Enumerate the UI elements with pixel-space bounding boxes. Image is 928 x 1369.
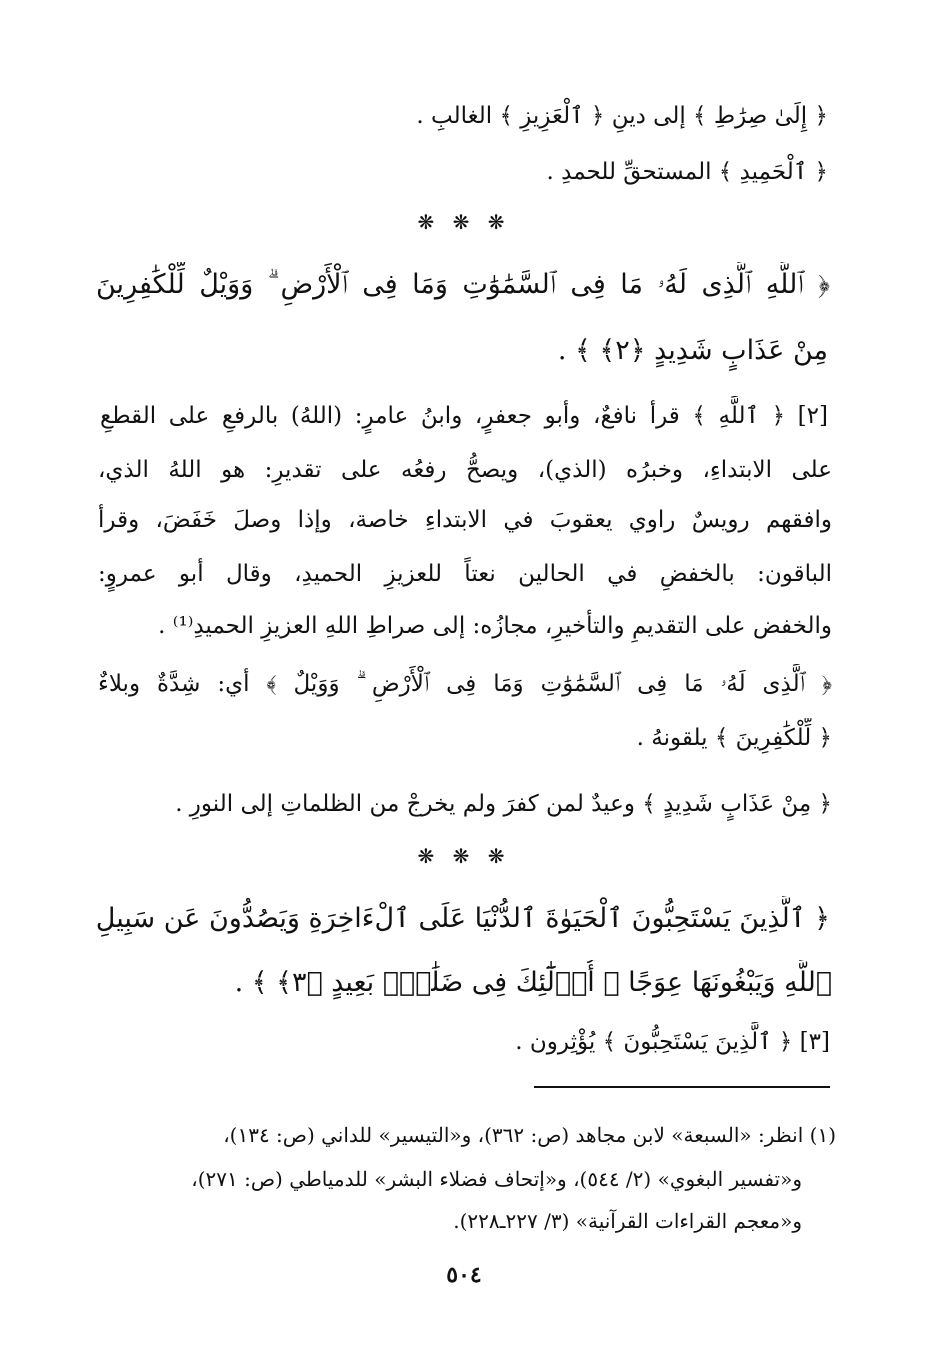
commentary-line: والخفض على التقديمِ والتأخيرِ، مجازُه: إلى صراطِ اللهِ العزيزِ الحميدِ⁽¹⁾ . bbox=[158, 613, 832, 639]
text-line: ﴿ إِلَىٰ صِرَٰطِ ﴾ إلى دينِ ﴿ ٱلْعَزِيزِ ﴾ الغالبِ . bbox=[416, 103, 828, 129]
commentary-line: ﴿ لِّلْكَٰفِرِينَ ﴾ يلقونهُ . bbox=[636, 725, 832, 751]
commentary-line: ﴿ ٱلَّذِى لَهُۥ مَا فِى ٱلسَّمَٰوَٰتِ وَمَا فِى ٱلْأَرْضِ ۗ وَوَيْلٌ ﴾ أي: شِدَّةٌ وبلاءٌ bbox=[98, 671, 832, 697]
footnote-line: (١) انظر: «السبعة» لابن مجاهد (ص: ٣٦٢)، و«التيسير» للداني (ص: ١٣٤)، bbox=[223, 1123, 836, 1147]
footnote-line: و«تفسير البغوي» (٢/ ٥٤٤)، و«إتحاف فضلاء البشر» للدمياطي (ص: ٢٧١)، bbox=[191, 1167, 802, 1191]
commentary-line: الباقون: بالخفضِ في الحالين نعتاً للعزيزِ الحميدِ، وقال أبو عمروٍ: bbox=[98, 561, 832, 587]
section-separator: ❋ ❋ ❋ bbox=[417, 210, 511, 234]
commentary-line: على الابتداءِ، وخبرُه (الذي)، ويصحُّ رفعُه على تقديرِ: هو اللهُ الذي، bbox=[98, 457, 832, 483]
footnote-divider bbox=[534, 1086, 830, 1088]
verse-line: ٱللَّهِ وَيَبْغُونَهَا عِوَجًا ۚ أُو۟لَٰٓئِكَ فِى ضَلَٰلٍۭ بَعِيدٍ ﴿٣﴾ ﴾ . bbox=[234, 967, 832, 998]
commentary-line: ﴿ مِنْ عَذَابٍ شَدِيدٍ ﴾ وعيدٌ لمن كفرَ ولم يخرجْ من الظلماتِ إلى النورِ . bbox=[175, 791, 832, 817]
verse-line: ﴿ ٱللَّهِ ٱلَّذِى لَهُۥ مَا فِى ٱلسَّمَٰوَٰتِ وَمَا فِى ٱلْأَرْضِ ۗ وَوَيْلٌ لِّلْكَٰفِرِينَ bbox=[96, 269, 830, 300]
commentary-line: [٢] ﴿ ٱللَّهِ ﴾ قرأ نافعٌ، وأبو جعفرٍ، وابنُ عامرٍ: (اللهُ) بالرفعِ على القطعِ bbox=[100, 403, 828, 429]
verse-line: ﴿ ٱلَّذِينَ يَسْتَحِبُّونَ ٱلْحَيَوٰةَ ٱلدُّنْيَا عَلَى ٱلْءَاخِرَةِ وَيَصُدُّونَ عَن سَبِيلِ bbox=[96, 903, 830, 934]
verse-line: مِنْ عَذَابٍ شَدِيدٍ ﴿٢﴾ ﴾ . bbox=[557, 335, 828, 366]
page-number: ٥٠٤ bbox=[446, 1262, 482, 1288]
section-separator: ❋ ❋ ❋ bbox=[417, 844, 511, 868]
commentary-line: [٣] ﴿ ٱلَّذِينَ يَسْتَحِبُّونَ ﴾ يُؤْثِرون . bbox=[515, 1029, 830, 1055]
commentary-line: وافقهم رويسٌ راوي يعقوبَ في الابتداءِ خاصة، وإذا وصلَ خَفَضَ، وقرأ bbox=[98, 507, 832, 533]
text-line: ﴿ ٱلْحَمِيدِ ﴾ المستحقِّ للحمدِ . bbox=[546, 159, 828, 185]
footnote-line: و«معجم القراءات القرآنية» (٣/ ٢٢٧ـ٢٢٨). bbox=[453, 1209, 802, 1233]
